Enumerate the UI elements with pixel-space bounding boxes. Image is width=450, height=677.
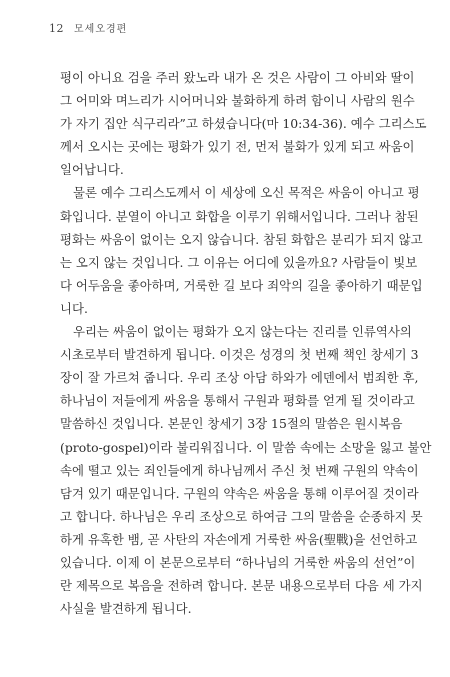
text-line: 우리는 싸움이 없이는 평화가 오지 않는다는 진리를 인류역사의 xyxy=(73,324,412,340)
text-line: 물론 예수 그리스도께서 이 세상에 오신 목적은 싸움이 아니고 평 xyxy=(73,185,420,201)
paragraph-3 xyxy=(60,320,432,620)
text-line: 니다. xyxy=(60,300,88,316)
body-text xyxy=(60,66,432,620)
text-line: 가 자기 집안 식구리라”고 하셨습니다(마 10:34-36). 예수 그리스도 xyxy=(60,116,427,132)
text-line: 다 어두움을 좋아하며, 거룩한 길 보다 죄악의 길을 좋아하기 때문입 xyxy=(60,277,423,293)
page-number: 12 xyxy=(49,22,64,35)
running-header xyxy=(49,20,127,35)
text-line: 그 어미와 며느리가 시어머니와 불화하게 하려 함이니 사람의 원수 xyxy=(60,93,415,109)
paragraph-1 xyxy=(60,66,427,181)
text-line: 속에 떨고 있는 죄인들에게 하나님께서 주신 첫 번째 구원의 약속이 xyxy=(60,462,419,478)
text-line: 하나님이 저들에게 싸움을 통해서 구원과 평화를 얻게 될 것이라고 xyxy=(60,393,415,409)
text-line: 화입니다. 분열이 아니고 화합을 이루기 위해서입니다. 그러나 참된 xyxy=(60,208,419,224)
text-line: 란 제목으로 복음을 전하려 합니다. 본문 내용으로부터 다음 세 가지 xyxy=(60,578,423,594)
text-line: (proto-gospel)이라 불리워집니다. 이 말씀 속에는 소망을 잃고 불안 xyxy=(60,439,432,455)
text-line: 담겨 있기 때문입니다. 구원의 약속은 싸움을 통해 이루어질 것이라 xyxy=(60,485,419,501)
text-line: 평화는 싸움이 없이는 오지 않습니다. 참된 화합은 분리가 되지 않고 xyxy=(60,231,423,247)
text-line: 시초로부터 발견하게 됩니다. 이것은 성경의 첫 번째 책인 창세기 3 xyxy=(60,347,419,363)
text-line: 고 합니다. 하나님은 우리 조상으로 하여금 그의 말씀을 순종하지 못 xyxy=(60,508,423,524)
text-line: 는 오지 않는 것입니다. 그 이유는 어디에 있을까요? 사람들이 빛보 xyxy=(60,254,418,270)
paragraph-2 xyxy=(60,181,423,320)
text-line: 사실을 발견하게 됩니다. xyxy=(60,601,192,617)
text-line: 있습니다. 이제 이 본문으로부터 “하나님의 거룩한 싸움의 선언”이 xyxy=(60,554,416,570)
text-line: 말씀하신 것입니다. 본문인 창세기 3장 15절의 말씀은 원시복음 xyxy=(60,416,403,432)
text-line: 하게 유혹한 뱀, 곧 사탄의 자손에게 거룩한 싸움(聖戰)을 선언하고 xyxy=(60,531,418,547)
text-line: 께서 오시는 곳에는 평화가 있기 전, 먼저 불화가 있게 되고 싸움이 xyxy=(60,139,415,155)
text-line: 장이 잘 가르쳐 줍니다. 우리 조상 아담 하와가 에덴에서 범죄한 후, xyxy=(60,370,419,386)
text-line: 평이 아니요 검을 주러 왔노라 내가 온 것은 사람이 그 아비와 딸이 xyxy=(60,70,415,85)
text-line: 일어납니다. xyxy=(60,162,124,178)
book-title: 모세오경편 xyxy=(74,24,128,35)
